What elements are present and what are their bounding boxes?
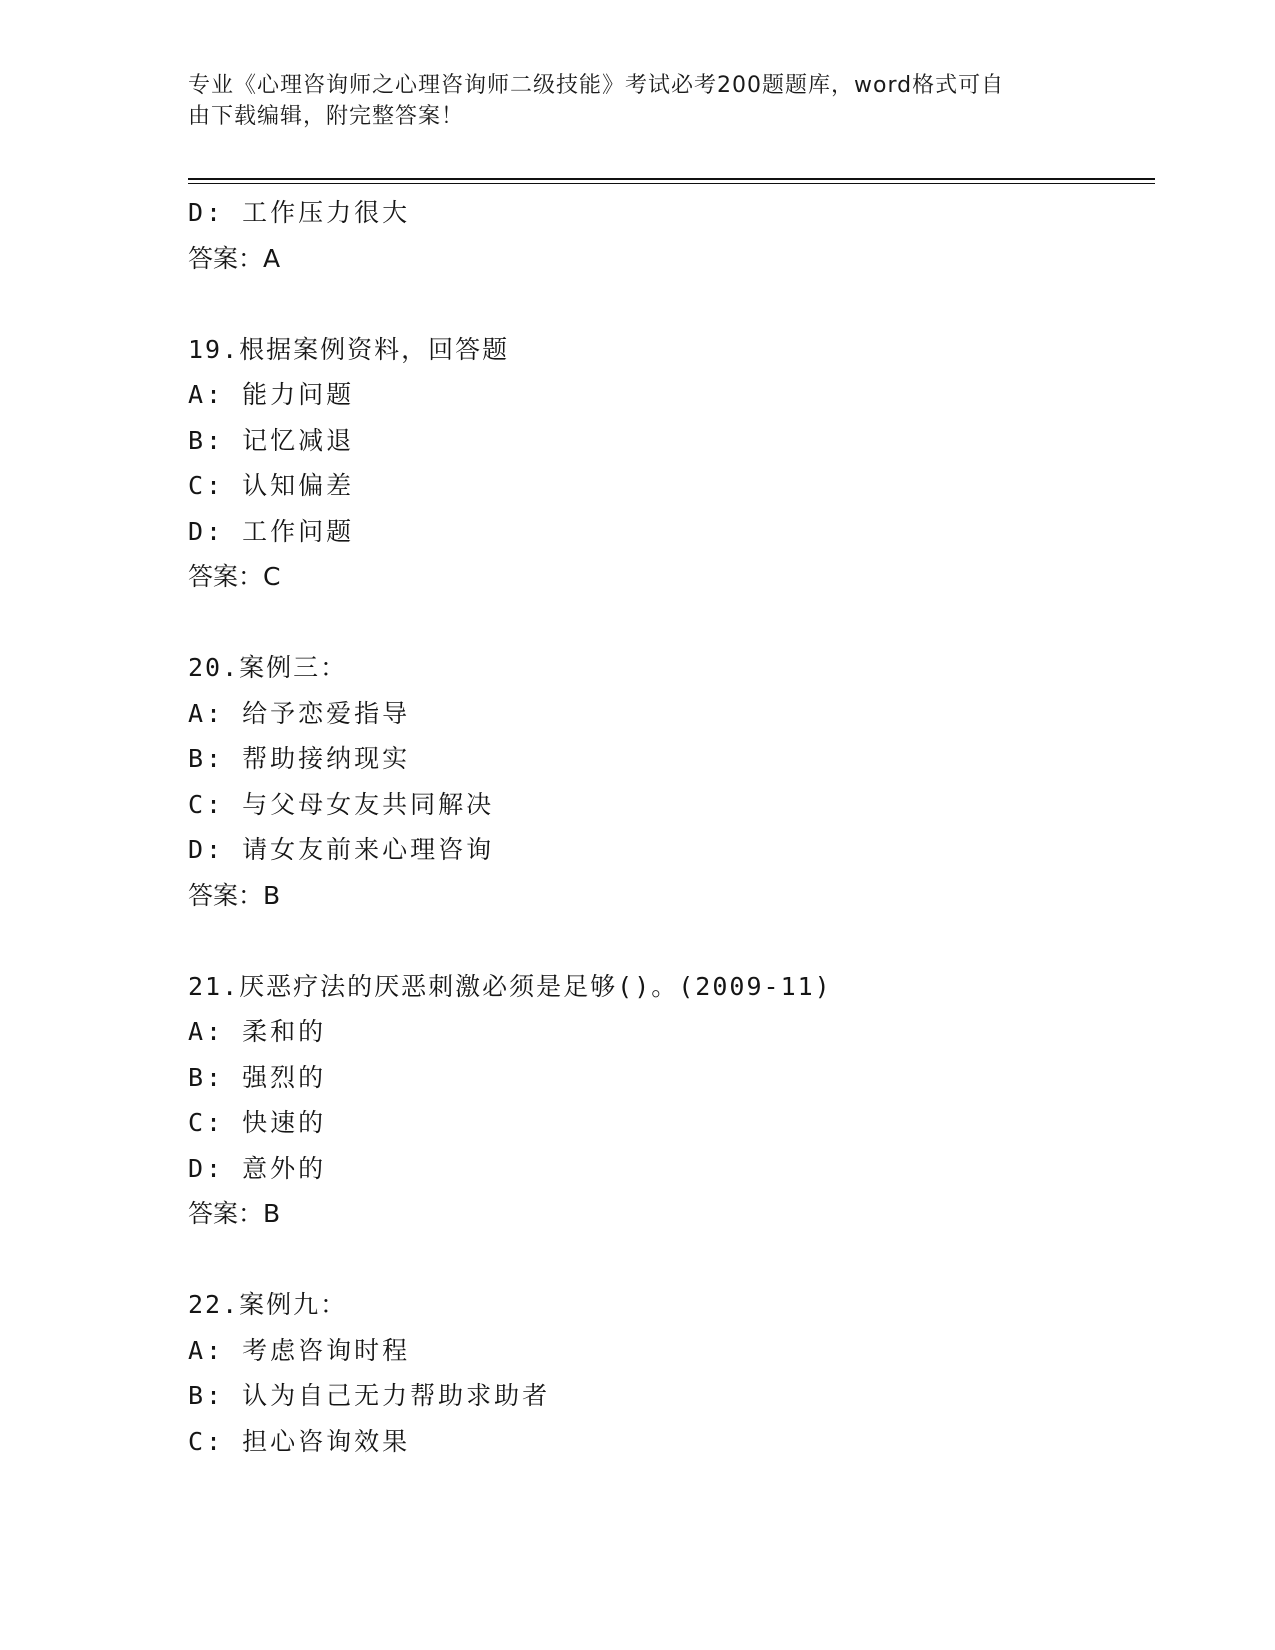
spacer [188, 281, 1148, 327]
question-list [188, 190, 1148, 1464]
spacer [188, 918, 1148, 964]
answer-line: 答案：B [188, 880, 281, 910]
option-b: B: 强烈的 [188, 1062, 327, 1092]
answer-line: 答案：B [188, 1199, 281, 1228]
option-d: D: 工作压力很大 [188, 198, 411, 227]
header-intro-line-1: 专业《心理咨询师之心理咨询师二级技能》考试必考200题题库，word格式可自 [188, 73, 1005, 98]
option-a: A: 能力问题 [188, 380, 355, 409]
header-intro-line-2: 由下载编辑，附完整答案！ [188, 104, 465, 129]
option-c: C: 担心咨询效果 [188, 1426, 411, 1456]
option-a: A: 给予恋爱指导 [188, 698, 411, 728]
option-d: D: 工作问题 [188, 516, 355, 546]
option-c: C: 认知偏差 [188, 471, 355, 500]
header-rule-thin [188, 183, 1155, 184]
question-block-19 [188, 327, 1148, 600]
option-c: C: 与父母女友共同解决 [188, 789, 495, 819]
option-d: D: 请女友前来心理咨询 [188, 835, 495, 864]
question-block-22 [188, 1282, 1148, 1464]
question-stem: 19.根据案例资料，回答题 [188, 334, 510, 364]
answer-line: 答案：A [188, 243, 281, 273]
spacer [188, 1237, 1148, 1283]
option-b: B: 认为自己无力帮助求助者 [188, 1381, 551, 1410]
question-stem: 21.厌恶疗法的厌恶刺激必须是足够()。(2009-11) [188, 971, 832, 1001]
option-b: B: 帮助接纳现实 [188, 744, 411, 773]
option-b: B: 记忆减退 [188, 425, 355, 455]
question-block-21 [188, 964, 1148, 1237]
question-stem: 22.案例九： [188, 1290, 348, 1319]
answer-line: 答案：C [188, 562, 281, 591]
option-d: D: 意外的 [188, 1153, 327, 1183]
document-header [188, 70, 1068, 132]
header-rule-thick [188, 178, 1155, 180]
spacer [188, 600, 1148, 646]
question-block-20 [188, 645, 1148, 918]
option-a: A: 考虑咨询时程 [188, 1335, 411, 1365]
question-stem: 20.案例三： [188, 653, 348, 682]
option-a: A: 柔和的 [188, 1017, 327, 1046]
option-c: C: 快速的 [188, 1108, 327, 1137]
